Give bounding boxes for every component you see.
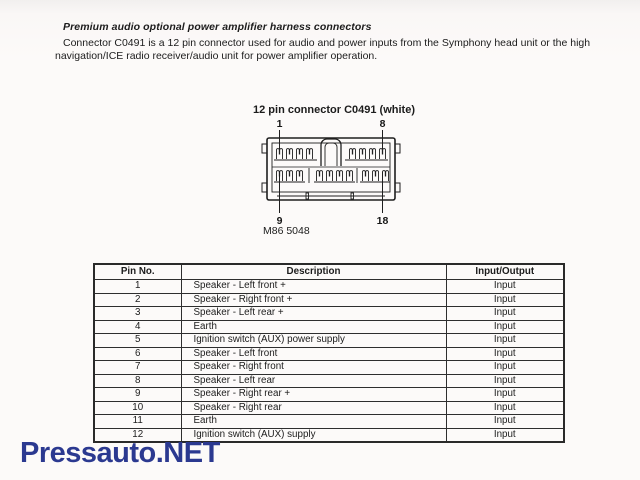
pin-cell: 3 xyxy=(94,307,181,321)
pin-cell: 9 xyxy=(94,388,181,402)
description-cell: Speaker - Right rear xyxy=(181,401,446,415)
table-row xyxy=(94,320,564,334)
pin-cell: 4 xyxy=(94,320,181,334)
description-cell: Speaker - Left front xyxy=(181,347,446,361)
pin-label-8: 8 xyxy=(379,118,386,130)
io-cell: Input xyxy=(446,280,564,294)
description-cell: Speaker - Right front xyxy=(181,361,446,375)
description-cell: Ignition switch (AUX) power supply xyxy=(181,334,446,348)
pin-cell: 1 xyxy=(94,280,181,294)
description-cell: Speaker - Right rear + xyxy=(181,388,446,402)
io-cell: Input xyxy=(446,334,564,348)
pin-cell: 5 xyxy=(94,334,181,348)
io-cell: Input xyxy=(446,415,564,429)
description-cell: Speaker - Left rear + xyxy=(181,307,446,321)
keying-strip xyxy=(277,193,385,199)
description-cell: Speaker - Left rear xyxy=(181,374,446,388)
description-cell: Speaker - Right front + xyxy=(181,293,446,307)
io-cell: Input xyxy=(446,388,564,402)
io-cell: Input xyxy=(446,347,564,361)
pin-label-18: 18 xyxy=(376,215,389,226)
io-cell: Input xyxy=(446,401,564,415)
section-heading: Premium audio optional power amplifier harness connectors xyxy=(63,21,372,33)
description-cell: Earth xyxy=(181,320,446,334)
description-cell: Earth xyxy=(181,415,446,429)
connector-diagram xyxy=(259,116,403,226)
io-cell: Input xyxy=(446,320,564,334)
io-cell: Input xyxy=(446,293,564,307)
pin-label-9: 9 xyxy=(276,215,283,226)
pin-cell: 8 xyxy=(94,374,181,388)
figure-title: 12 pin connector C0491 (white) xyxy=(253,104,415,116)
description-cell: Ignition switch (AUX) supply xyxy=(181,428,446,442)
pin-cell: 6 xyxy=(94,347,181,361)
pin-cell: 7 xyxy=(94,361,181,375)
intro-paragraph xyxy=(55,37,590,63)
figure-caption: M86 5048 xyxy=(263,225,310,237)
table-row xyxy=(94,293,564,307)
pin-cell: 12 xyxy=(94,428,181,442)
table-row xyxy=(94,347,564,361)
watermark-text: Pressauto.NET xyxy=(20,437,220,469)
table-row xyxy=(94,388,564,402)
io-cell: Input xyxy=(446,307,564,321)
col-header-description: Description xyxy=(181,264,446,280)
col-header-pin: Pin No. xyxy=(94,264,181,280)
pin-cell: 11 xyxy=(94,415,181,429)
table-row xyxy=(94,401,564,415)
table-row xyxy=(94,374,564,388)
io-cell: Input xyxy=(446,374,564,388)
pin-cell: 10 xyxy=(94,401,181,415)
pin-label-1: 1 xyxy=(276,118,283,130)
pinout-table-wrap xyxy=(93,263,565,443)
table-row xyxy=(94,361,564,375)
table-header-row xyxy=(94,264,564,280)
intro-paragraph-line1: Connector C0491 is a 12 pin connector used for audio and power inputs from the Symphony head unit or the high xyxy=(63,37,591,49)
table-row xyxy=(94,307,564,321)
table-row xyxy=(94,334,564,348)
io-cell: Input xyxy=(446,361,564,375)
table-row xyxy=(94,280,564,294)
description-cell: Speaker - Left front + xyxy=(181,280,446,294)
top-terminal-row xyxy=(274,149,388,160)
col-header-io: Input/Output xyxy=(446,264,564,280)
connector-body xyxy=(262,138,400,200)
pinout-table xyxy=(93,263,565,443)
table-row xyxy=(94,415,564,429)
pin-cell: 2 xyxy=(94,293,181,307)
bottom-terminal-row xyxy=(274,168,390,183)
io-cell: Input xyxy=(446,428,564,442)
intro-paragraph-line2: navigation/ICE radio receiver/audio unit for power amplifier operation. xyxy=(55,50,378,62)
